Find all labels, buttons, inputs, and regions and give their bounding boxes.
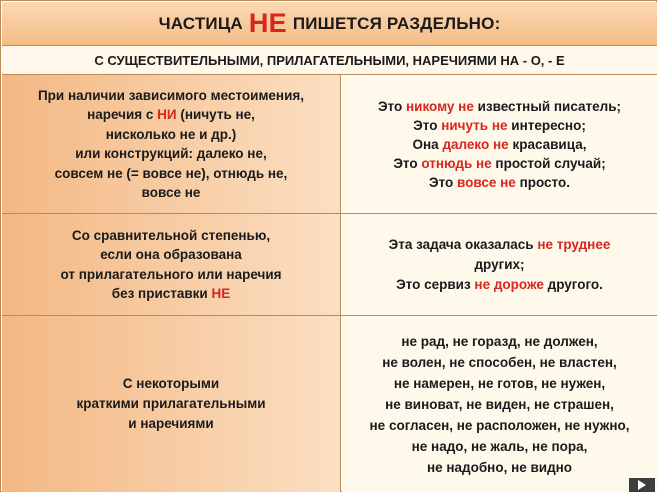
page-title — [2, 2, 657, 46]
condition-line: от прилагательного или наречия — [60, 266, 282, 282]
example-line: не волен, не способен, не властен, — [382, 354, 617, 370]
highlight-phrase: отнюдь не — [421, 155, 492, 171]
rule-condition-cell — [2, 214, 341, 315]
example-line: других; — [474, 256, 525, 272]
highlight-phrase: ничуть не — [441, 117, 508, 133]
highlight-particle: НИ — [157, 107, 177, 122]
highlight-particle: НЕ — [211, 286, 231, 301]
condition-line: нисколько не и др.) — [105, 126, 237, 142]
next-slide-button[interactable] — [629, 478, 655, 492]
example-line: Это вовсе не просто. — [429, 174, 570, 190]
condition-line: и наречиями — [128, 416, 214, 431]
rule-row-comparative — [2, 214, 657, 316]
highlight-phrase: никому не — [406, 98, 474, 114]
rule-condition-cell — [2, 316, 341, 492]
example-line: Это ничуть не интересно; — [413, 117, 586, 133]
rule-examples-cell — [342, 214, 657, 315]
example-line: не согласен, не расположен, не нужно, — [369, 417, 630, 433]
example-line: Эта задача оказалась не труднее — [388, 236, 611, 252]
table-subtitle: С СУЩЕСТВИТЕЛЬНЫМИ, ПРИЛАГАТЕЛЬНЫМИ, НАРЕЧИЯМИ НА - О, - Е — [2, 46, 657, 75]
condition-line: совсем не (= вовсе не), отнюдь не, — [54, 165, 288, 181]
condition-line: если она образована — [100, 247, 242, 262]
rule-examples-cell — [342, 75, 657, 213]
example-line: не рад, не горазд, не должен, — [401, 333, 598, 349]
example-line: не намерен, не готов, не нужен, — [393, 375, 606, 391]
highlight-phrase: не труднее — [537, 236, 611, 252]
title-suffix: ПИШЕТСЯ РАЗДЕЛЬНО: — [292, 13, 501, 33]
highlight-phrase: вовсе не — [457, 174, 516, 190]
rule-examples-cell — [342, 316, 657, 492]
example-line: Это никому не известный писатель; — [377, 98, 622, 114]
condition-line: Со сравнительной степенью, — [71, 227, 271, 243]
rule-row-pronouns — [2, 75, 657, 214]
example-line: не надобно, не видно — [426, 459, 573, 475]
example-line: Она далеко не красавица, — [412, 136, 587, 152]
title-highlight: НЕ — [248, 8, 287, 38]
condition-line: краткими прилагательными — [76, 396, 266, 411]
play-next-icon — [638, 480, 646, 490]
condition-line: вовсе не — [141, 185, 201, 200]
example-line: не виноват, не виден, не страшен, — [385, 396, 614, 412]
condition-line: или конструкций: далеко не, — [75, 146, 267, 161]
title-prefix: ЧАСТИЦА — [158, 13, 243, 33]
example-line: Это сервиз не дороже другого. — [396, 276, 603, 292]
condition-line: С некоторыми — [122, 376, 220, 391]
highlight-phrase: далеко не — [442, 136, 509, 152]
condition-line: При наличии зависимого местоимения, — [37, 87, 305, 103]
example-line: Это отнюдь не простой случай; — [393, 155, 606, 171]
example-line: не надо, не жаль, не пора, — [411, 438, 588, 454]
rule-condition-cell — [2, 75, 341, 213]
condition-line: наречия с НИ (ничуть не, — [87, 107, 255, 122]
condition-line: без приставки НЕ — [111, 286, 231, 301]
highlight-phrase: не дороже — [474, 276, 544, 292]
rule-row-short-adjectives — [2, 316, 657, 492]
